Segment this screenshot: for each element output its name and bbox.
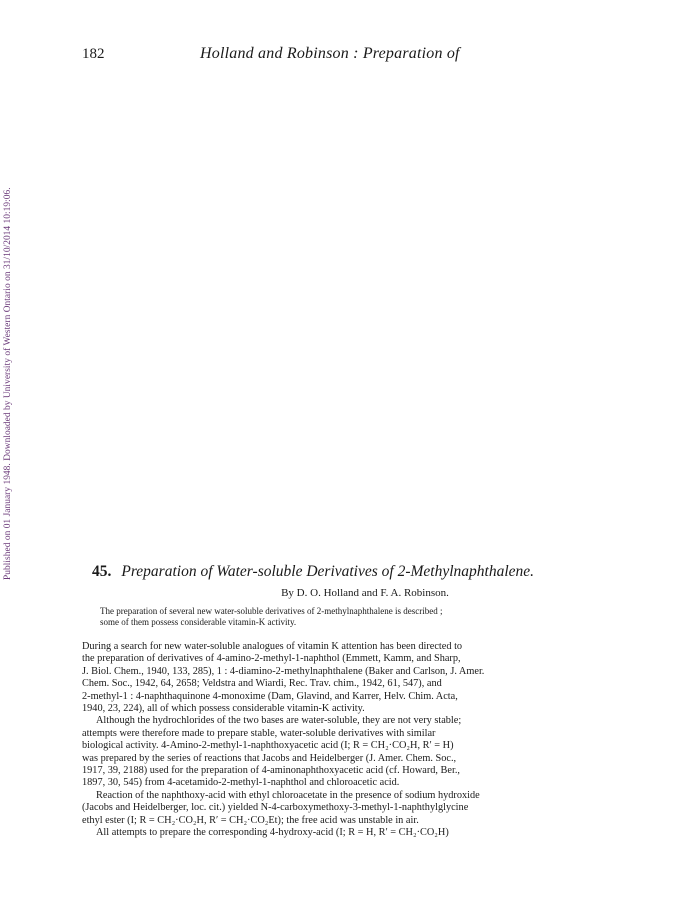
text-line: During a search for new water-soluble analogues of vitamin K attention has been directed to (82, 641, 463, 652)
text-line: was prepared by the series of reactions that Jacobs and Heidelberger (J. Amer. Chem. Soc., (82, 752, 457, 764)
text-line: Reaction of the naphthoxy-acid with ethyl chloroacetate in the presence of sodium hydroxide (96, 789, 480, 801)
text-line: Chem. Soc., 1942, 64, 2658; Veldstra and Wiardi, Rec. Trav. chim., 1942, 61, 547), and (82, 678, 442, 690)
text-line: 1917, 39, 2188) used for the preparation of 4-aminonaphthoxyacetic acid (cf. Howard, Ber., (82, 765, 461, 777)
paragraph (82, 827, 602, 839)
text-line: ethyl ester (I; R = CH₂·CO₂H, R′ = CH₂·CO₂Et); the free acid was unstable in air. (82, 814, 419, 826)
text-line: J. Biol. Chem., 1940, 133, 285), 1 : 4-diamino-2-methylnaphthalene (Baker and Carlson, J. Amer. (82, 665, 485, 677)
page-number: 182 (82, 46, 105, 62)
text-line: 1940, 23, 224), all of which possess considerable vitamin-K activity. (82, 703, 365, 715)
text-line: biological activity. 4-Amino-2-methyl-1-naphthoxyacetic acid (I; R = CH₂·CO₂H, R′ = H) (82, 740, 454, 752)
text-line: All attempts to prepare the corresponding 4-hydroxy-acid (I; R = H, R′ = CH₂·CO₂H) (96, 827, 449, 839)
article-authors: By D. O. Holland and F. A. Robinson. (281, 587, 449, 599)
abstract-line: some of them possess considerable vitamin-K activity. (100, 617, 297, 627)
text-line: (Jacobs and Heidelberger, loc. cit.) yielded N-4-carboxymethoxy-3-methyl-1-naphthylglycine (82, 802, 469, 814)
paragraph (82, 790, 602, 827)
download-notice: Published on 01 January 1948. Downloaded by University of Western Ontario on 31/10/2014 10:19:06. (3, 187, 13, 580)
running-head: Holland and Robinson : Preparation of (200, 45, 460, 62)
abstract (100, 606, 590, 628)
article-number: 45. (92, 563, 112, 580)
text-line: attempts were therefore made to prepare stable, water-soluble derivatives with similar (82, 727, 436, 739)
article-title-text: Preparation of Water-soluble Derivatives of 2-Methylnaphthalene. (121, 563, 535, 580)
abstract-line: The preparation of several new water-soluble derivatives of 2-methylnaphthalene is described ; (100, 606, 443, 616)
paragraph (82, 715, 602, 789)
text-line: the preparation of derivatives of 4-amino-2-methyl-1-naphthol (Emmett, Kamm, and Sharp, (82, 653, 461, 665)
article-title (92, 563, 534, 581)
body-text (82, 641, 602, 840)
paragraph (82, 641, 602, 715)
text-line: 1897, 30, 545) from 4-acetamido-2-methyl-1-naphthol and chloroacetic acid. (82, 777, 400, 789)
text-line: Although the hydrochlorides of the two bases are water-soluble, they are not very stable; (96, 715, 462, 727)
text-line: 2-methyl-1 : 4-naphthaquinone 4-monoxime (Dam, Glavind, and Karrer, Helv. Chim. Acta, (82, 690, 458, 702)
